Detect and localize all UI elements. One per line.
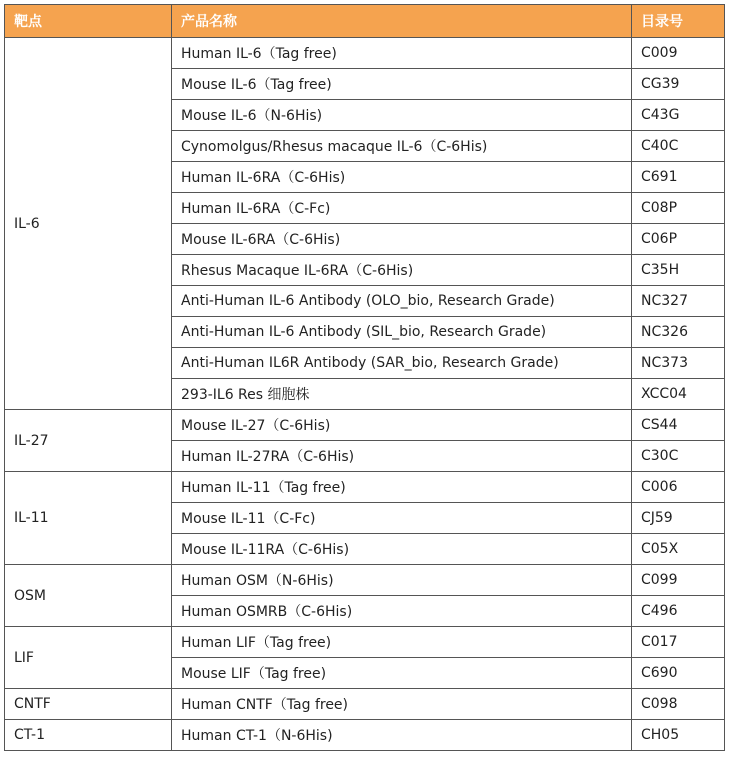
product-name-cell: 293-IL6 Res 细胞株 [172,379,632,410]
table-row [5,627,725,658]
catalog-number-cell: C08P [632,193,725,224]
product-name-cell: Human LIF（Tag free) [172,627,632,658]
catalog-number-cell: CS44 [632,410,725,441]
header-catalog-no: 目录号 [632,5,725,38]
product-name-cell: Anti-Human IL-6 Antibody (OLO_bio, Research Grade) [172,286,632,317]
catalog-number-cell: XCC04 [632,379,725,410]
product-name-cell: Mouse IL-6（N-6His) [172,100,632,131]
product-name-cell: Mouse IL-6RA（C-6His) [172,224,632,255]
catalog-number-cell: C006 [632,472,725,503]
product-name-cell: Human OSMRB（C-6His) [172,596,632,627]
target-cell: IL-6 [5,38,172,410]
product-name-cell: Anti-Human IL6R Antibody (SAR_bio, Research Grade) [172,348,632,379]
catalog-number-cell: C099 [632,565,725,596]
catalog-number-cell: CJ59 [632,503,725,534]
table-row [5,472,725,503]
table-row [5,689,725,720]
product-name-cell: Human IL-27RA（C-6His) [172,441,632,472]
header-target: 靶点 [5,5,172,38]
catalog-number-cell: C691 [632,162,725,193]
header-product-name: 产品名称 [172,5,632,38]
catalog-number-cell: CG39 [632,69,725,100]
product-name-cell: Mouse IL-11RA（C-6His) [172,534,632,565]
catalog-number-cell: C35H [632,255,725,286]
catalog-number-cell: C690 [632,658,725,689]
product-name-cell: Mouse IL-6（Tag free) [172,69,632,100]
catalog-number-cell: C098 [632,689,725,720]
catalog-number-cell: C009 [632,38,725,69]
catalog-number-cell: C43G [632,100,725,131]
table-header [5,5,725,38]
catalog-number-cell: C017 [632,627,725,658]
table-body [5,38,725,751]
catalog-number-cell: NC326 [632,317,725,348]
target-cell: LIF [5,627,172,689]
product-name-cell: Human CT-1（N-6His) [172,720,632,751]
product-name-cell: Human CNTF（Tag free) [172,689,632,720]
table-row [5,38,725,69]
product-name-cell: Human IL-11（Tag free) [172,472,632,503]
product-name-cell: Anti-Human IL-6 Antibody (SIL_bio, Research Grade) [172,317,632,348]
product-name-cell: Mouse IL-11（C-Fc) [172,503,632,534]
catalog-number-cell: C30C [632,441,725,472]
product-name-cell: Rhesus Macaque IL-6RA（C-6His) [172,255,632,286]
catalog-number-cell: C496 [632,596,725,627]
product-table [4,4,725,751]
target-cell: IL-27 [5,410,172,472]
target-cell: IL-11 [5,472,172,565]
catalog-number-cell: NC327 [632,286,725,317]
catalog-number-cell: C05X [632,534,725,565]
table-row [5,565,725,596]
product-name-cell: Human IL-6RA（C-Fc) [172,193,632,224]
product-name-cell: Human IL-6（Tag free) [172,38,632,69]
target-cell: CNTF [5,689,172,720]
product-name-cell: Human IL-6RA（C-6His) [172,162,632,193]
table-row [5,720,725,751]
product-name-cell: Mouse LIF（Tag free) [172,658,632,689]
catalog-number-cell: CH05 [632,720,725,751]
catalog-number-cell: NC373 [632,348,725,379]
catalog-number-cell: C40C [632,131,725,162]
product-name-cell: Mouse IL-27（C-6His) [172,410,632,441]
product-name-cell: Cynomolgus/Rhesus macaque IL-6（C-6His) [172,131,632,162]
table-row [5,410,725,441]
header-row [5,5,725,38]
target-cell: CT-1 [5,720,172,751]
catalog-number-cell: C06P [632,224,725,255]
target-cell: OSM [5,565,172,627]
product-name-cell: Human OSM（N-6His) [172,565,632,596]
